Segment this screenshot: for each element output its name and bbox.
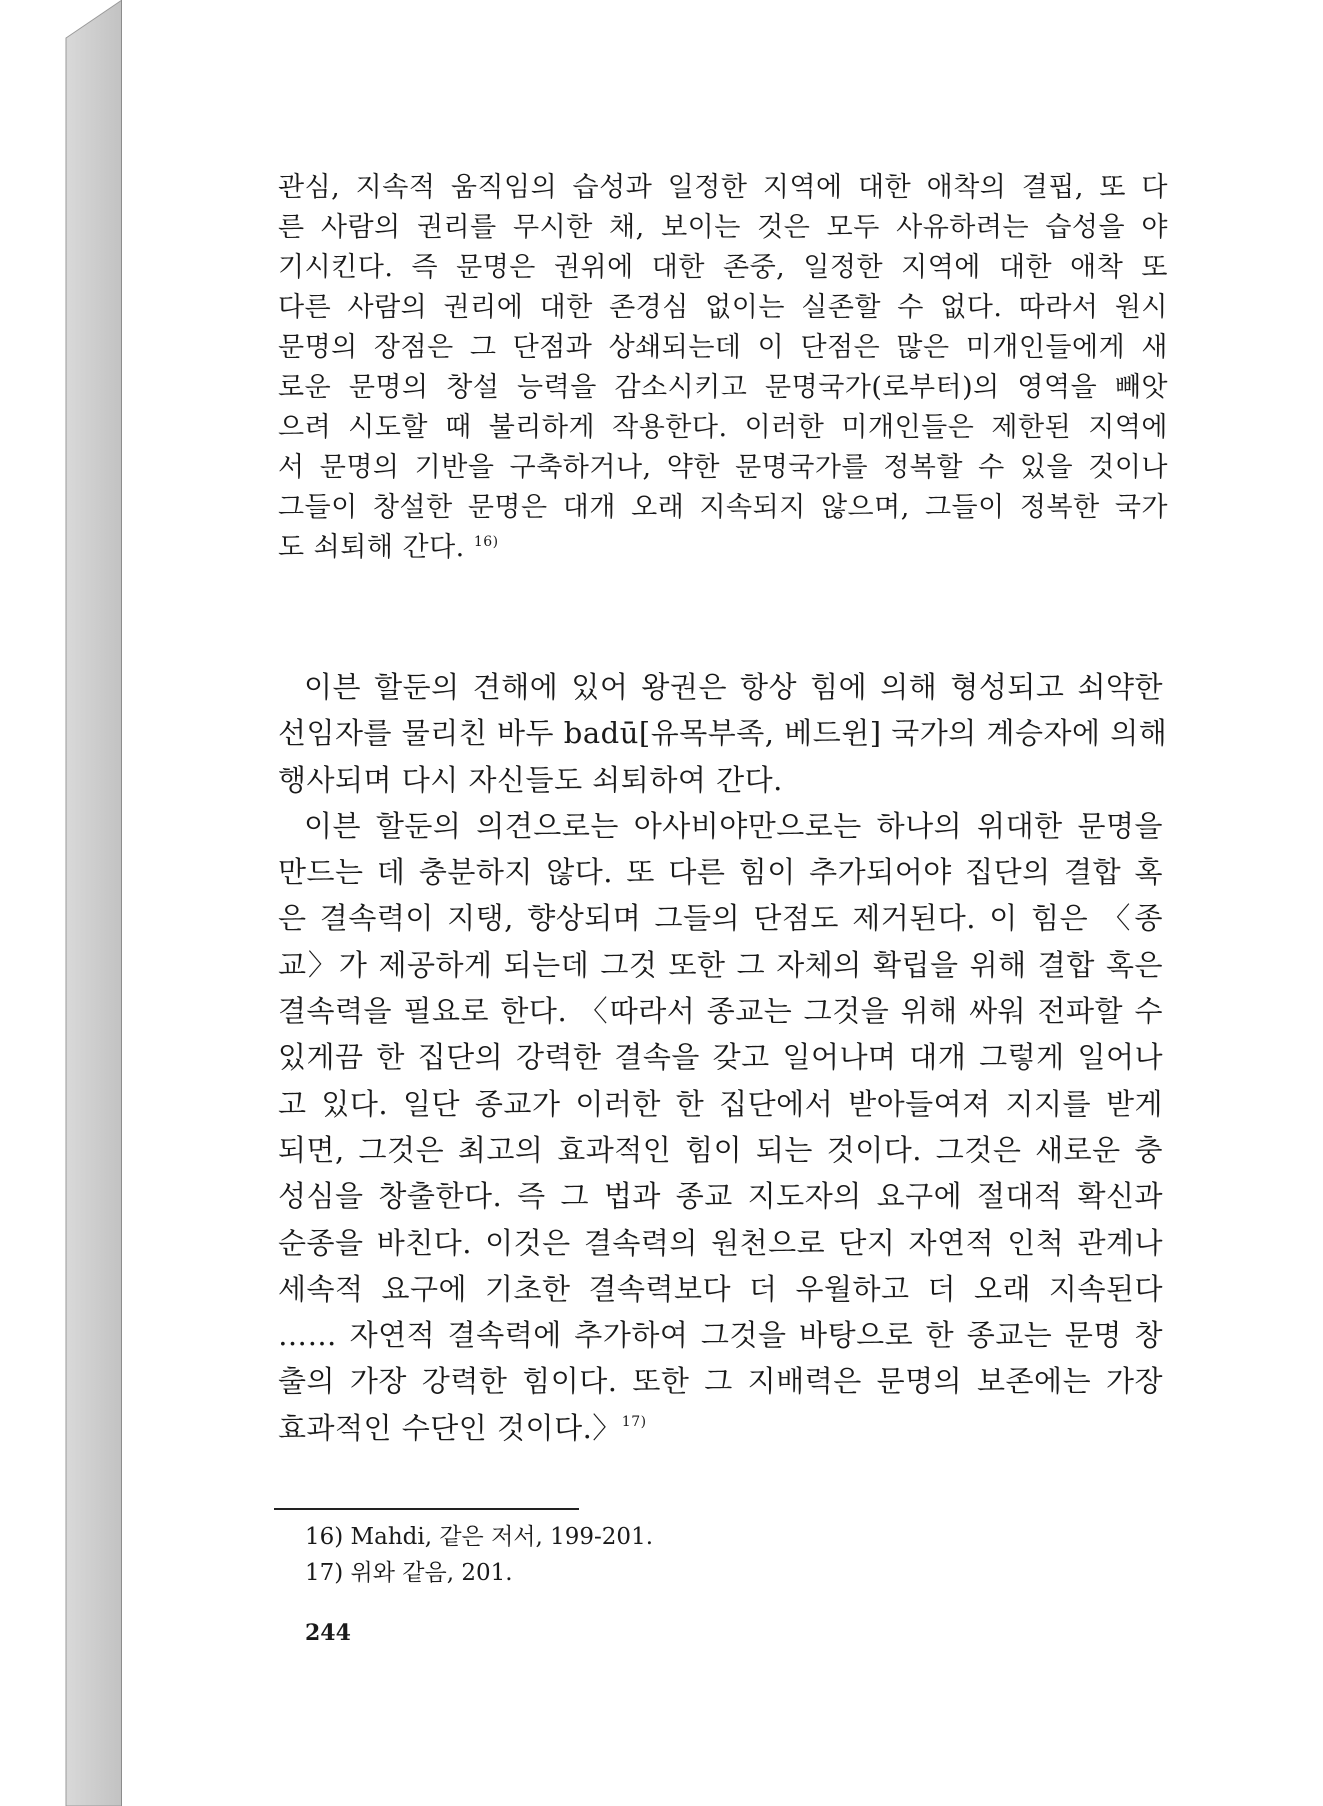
quote-line: 다른 사람의 권리에 대한 존경심 없이는 실존할 수 없다. 따라서 원시 xyxy=(278,292,1168,323)
quote-line: 른 사람의 권리를 무시한 채, 보이는 것은 모두 사유하려는 습성을 야 xyxy=(278,212,1168,243)
paragraph-line: 선임자를 물리친 바두 badū[유목부족, 베드윈] 국가의 계승자에 의해 xyxy=(278,716,1168,751)
quote-line: 그들이 창설한 문명은 대개 오래 지속되지 않으며, 그들이 정복한 국가 xyxy=(278,492,1168,523)
paragraph-line: 세속적 요구에 기초한 결속력보다 더 우월하고 더 오래 지속된다 xyxy=(278,1271,1163,1306)
quote-line: 문명의 장점은 그 단점과 상쇄되는데 이 단점은 많은 미개인들에게 새 xyxy=(278,332,1168,363)
paragraph-line: 되면, 그것은 최고의 효과적인 힘이 되는 것이다. 그것은 새로운 충 xyxy=(278,1132,1163,1167)
paragraph-line: 결속력을 필요로 한다. 〈따라서 종교는 그것을 위해 싸워 전파할 수 xyxy=(278,994,1163,1029)
quote-line: 기시킨다. 즉 문명은 권위에 대한 존중, 일정한 지역에 대한 애착 또 xyxy=(278,252,1168,283)
paragraph-line: 성심을 창출한다. 즉 그 법과 종교 지도자의 요구에 절대적 확신과 xyxy=(278,1179,1163,1214)
footnote-16: 16) Mahdi, 같은 저서, 199-201. xyxy=(305,1524,654,1550)
quote-line: 관심, 지속적 움직임의 습성과 일정한 지역에 대한 애착의 결핍, 또 다 xyxy=(278,172,1169,203)
paragraph-line: 행사되며 다시 자신들도 쇠퇴하여 간다. xyxy=(278,762,783,797)
paragraph-line: 만드는 데 충분하지 않다. 또 다른 힘이 추가되어야 집단의 결합 혹 xyxy=(278,855,1163,890)
paragraph-line: 이븐 할둔의 견해에 있어 왕권은 항상 힘에 의해 형성되고 쇠약한 xyxy=(304,670,1163,704)
paragraph-line: …… 자연적 결속력에 추가하여 그것을 바탕으로 한 종교는 문명 창 xyxy=(278,1318,1163,1353)
footnote-rule xyxy=(274,1508,579,1510)
paragraph-line: 순종을 바친다. 이것은 결속력의 원천으로 단지 자연적 인척 관계나 xyxy=(278,1225,1163,1260)
quote-line-last xyxy=(278,528,1168,568)
quote-line: 으려 시도할 때 불리하게 작용한다. 이러한 미개인들은 제한된 지역에 xyxy=(278,412,1168,443)
footnote-17: 17) 위와 같음, 201. xyxy=(305,1560,513,1586)
page-number: 244 xyxy=(305,1620,351,1646)
paragraph-line: 은 결속력이 지탱, 향상되며 그들의 단점도 제거된다. 이 힘은 〈종 xyxy=(278,901,1163,936)
quote-line: 로운 문명의 창설 능력을 감소시키고 문명국가(로부터)의 영역을 빼앗 xyxy=(278,372,1168,403)
quote-line: 서 문명의 기반을 구축하거나, 약한 문명국가를 정복할 수 있을 것이나 xyxy=(278,452,1168,483)
paragraph-line: 교〉가 제공하게 되는데 그것 또한 그 자체의 확립을 위해 결합 혹은 xyxy=(278,947,1163,982)
paragraph-line-last xyxy=(278,1405,1163,1451)
body-text xyxy=(278,664,1168,1451)
quote-line-text: 도 쇠퇴해 간다. xyxy=(278,532,465,563)
paragraph-line: 이븐 할둔의 의견으로는 아사비야만으로는 하나의 위대한 문명을 xyxy=(304,808,1163,843)
paragraph-line: 있게끔 한 집단의 강력한 결속을 갖고 일어나며 대개 그렇게 일어나 xyxy=(278,1040,1163,1075)
block-quote xyxy=(278,168,1168,568)
footnote-ref-17: 17) xyxy=(621,1413,647,1430)
footnote-ref-16: 16) xyxy=(473,534,499,550)
paragraph-line-text: 효과적인 수단인 것이다.〉 xyxy=(278,1410,622,1445)
paragraph-line: 출의 가장 강력한 힘이다. 또한 그 지배력은 문명의 보존에는 가장 xyxy=(278,1364,1163,1399)
paragraph-line: 고 있다. 일단 종교가 이러한 한 집단에서 받아들여져 지지를 받게 xyxy=(278,1086,1163,1121)
